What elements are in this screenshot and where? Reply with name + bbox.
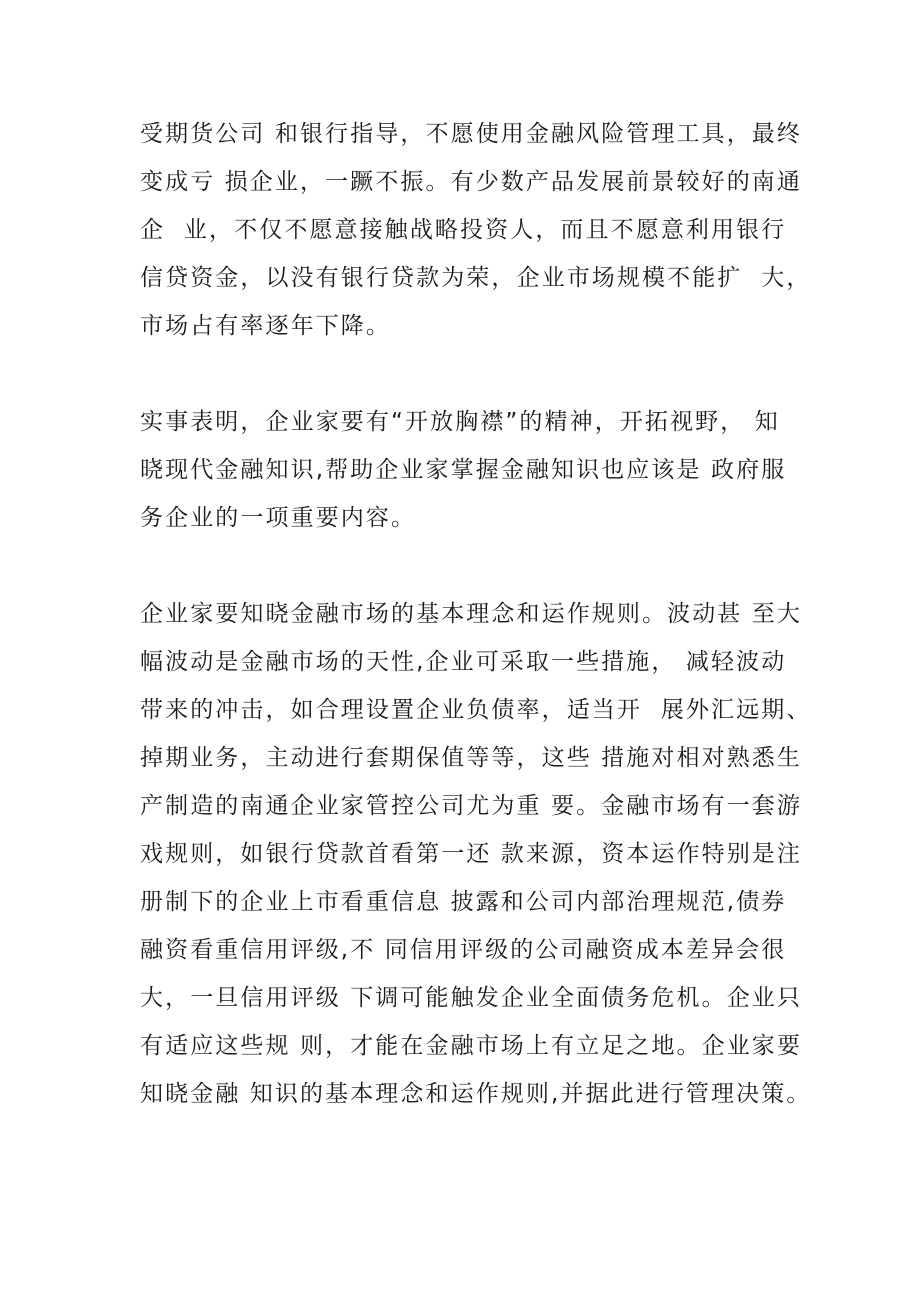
text-line: 有适应这些规 则，才能在金融市场上有立足之地。企业家要: [140, 1033, 803, 1059]
text-line: 变成亏 损企业，一蹶不振。有少数产品发展前景较好的南通: [140, 169, 803, 195]
text-line: 实事表明，企业家要有“开放胸襟”的精神，开拓视野， 知: [140, 409, 780, 435]
text-line: 市场占有率逐年下降。: [140, 313, 391, 339]
text-line: 掉期业务，主动进行套期保值等等，这些 措施对相对熟悉生: [140, 745, 803, 771]
text-line: 晓现代金融知识,帮助企业家掌握金融知识也应该是 政府服: [140, 457, 787, 483]
text-line: 册制下的企业上市看重信息 披露和公司内部治理规范,债券: [140, 889, 787, 915]
text-line: 大，一旦信用评级 下调可能触发企业全面债务危机。企业只: [140, 985, 803, 1011]
text-line: 带来的冲击，如合理设置企业负债率，适当开 展外汇远期、: [140, 697, 812, 723]
text-line: 企业家要知晓金融市场的基本理念和运作规则。波动甚 至大: [140, 601, 803, 627]
text-line: 受期货公司 和银行指导，不愿使用金融风险管理工具，最终: [140, 121, 803, 147]
paragraph-2: [140, 398, 800, 542]
text-line: 知晓金融 知识的基本理念和运作规则,并据此进行管理决策。: [140, 1081, 812, 1107]
text-line: 务企业的一项重要内容。: [140, 505, 417, 531]
text-line: 融资看重信用评级,不 同信用评级的公司融资成本差异会很: [140, 937, 787, 963]
text-line: 企 业，不仅不愿意接触战略投资人，而且不愿意利用银行: [140, 217, 787, 243]
text-line: 信贷资金，以没有银行贷款为荣，企业市场规模不能扩 大，: [140, 265, 812, 291]
text-line: 戏规则，如银行贷款首看第一还 款来源，资本运作特别是注: [140, 841, 803, 867]
paragraph-1: [140, 110, 812, 350]
text-line: 幅波动是金融市场的天性,企业可采取一些措施， 减轻波动: [140, 649, 787, 675]
paragraph-3: [140, 590, 812, 1118]
text-line: 产制造的南通企业家管控公司尤为重 要。金融市场有一套游: [140, 793, 803, 819]
